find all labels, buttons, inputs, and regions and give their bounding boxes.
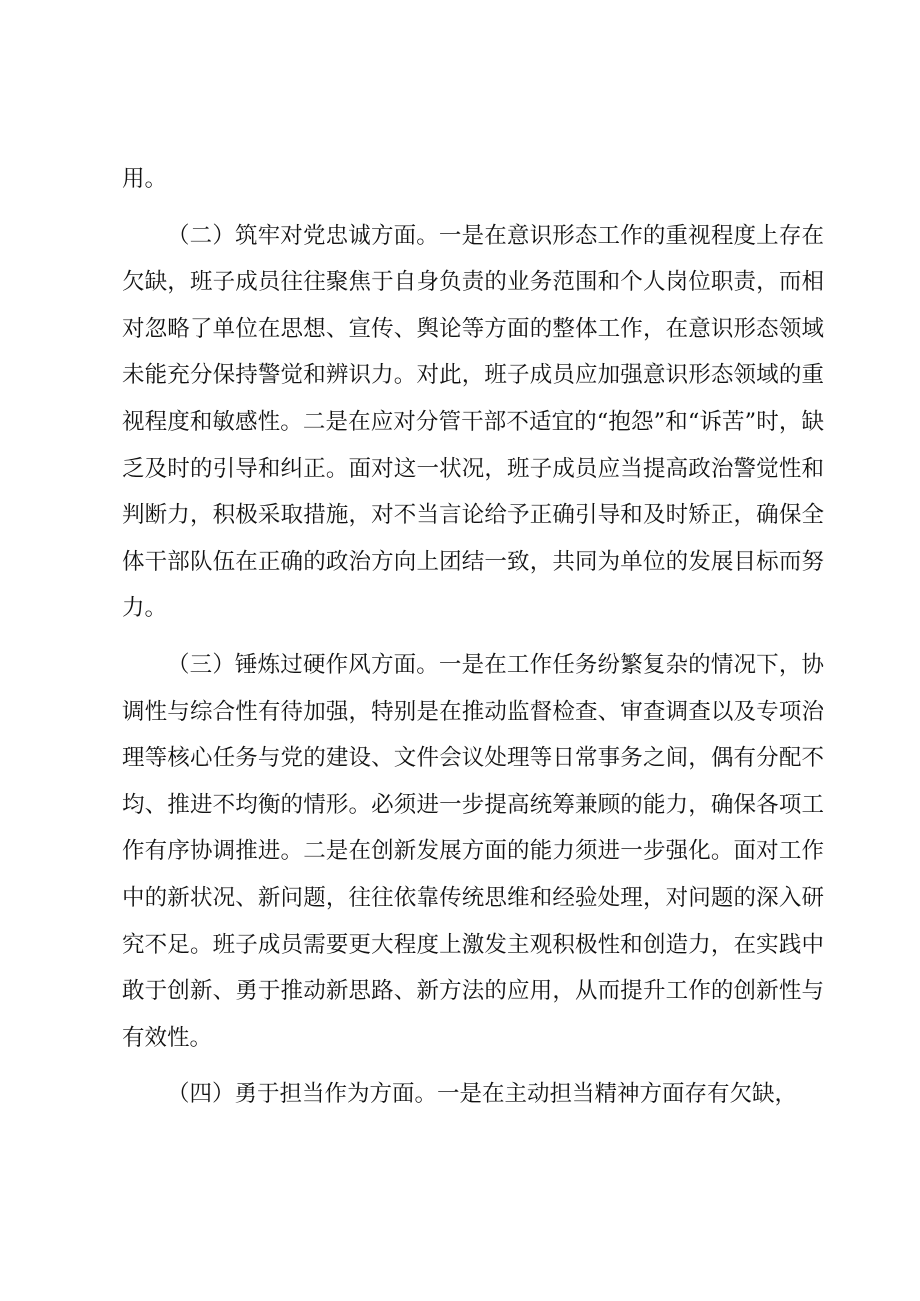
paragraph-section-3: （三）锤炼过硬作风方面。一是在工作任务纷繁复杂的情况下，协调性与综合性有待加强，特别是在推动监督检查、审查调查以及专项治理等核心任务与党的建设、文件会议处理等日常事务之间，偶有分配不均、推进不均衡的情形。必须进一步提高统筹兼顾的能力，确保各项工作有序协调推进。二是在创新发展方面的能力须进一步强化。面对工作中的新状况、新问题，往往依靠传统思维和经验处理，对问题的深入研究不足。班子成员需要更大程度上激发主观积极性和创造力，在实践中敢于创新、勇于推动新思路、新方法的应用，从而提升工作的创新性与有效性。 (122, 651, 824, 1051)
paragraph-continuation: 用。 (122, 166, 168, 192)
document-body (122, 156, 824, 1118)
paragraph-section-2: （二）筑牢对党忠诚方面。一是在意识形态工作的重视程度上存在欠缺，班子成员往往聚焦于自身负责的业务范围和个人岗位职责，而相对忽略了单位在思想、宣传、舆论等方面的整体工作，在意识形态领域未能充分保持警觉和辨识力。对此，班子成员应加强意识形态领域的重视程度和敏感性。二是在应对分管干部不适宜的“抱怨”和“诉苦”时，缺乏及时的引导和纠正。面对这一状况，班子成员应当提高政治警觉性和判断力，积极采取措施，对不当言论给予正确引导和及时矫正，确保全体干部队伍在正确的政治方向上团结一致，共同为单位的发展目标而努力。 (122, 222, 824, 622)
paragraph-section-4: （四）勇于担当作为方面。一是在主动担当精神方面存有欠缺， (167, 1081, 798, 1108)
